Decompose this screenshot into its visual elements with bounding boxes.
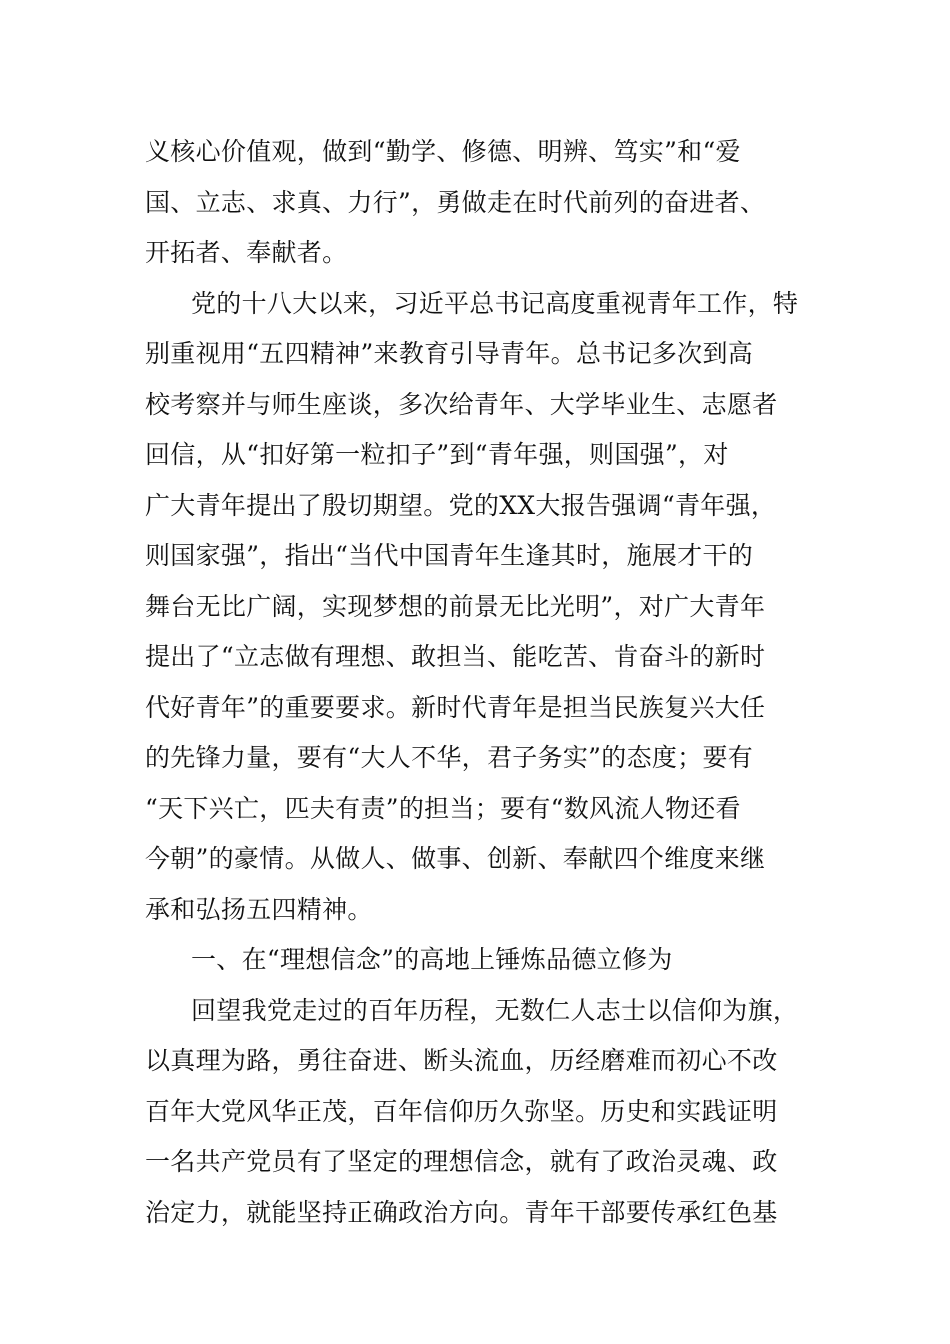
text-line: 回信，从“扣好第一粒扣子”到“青年强，则国强”，对 [145,440,729,469]
text-line: 以真理为路，勇往奋进、断头流血，历经磨难而初心不改 [145,1046,778,1075]
text-line: 提出了“立志做有理想、敢担当、能吃苦、肯奋斗的新时 [145,642,766,671]
text-line: 治定力，就能坚持正确政治方向。青年干部要传承红色基 [145,1197,778,1227]
text-line: 国、立志、求真、力行”，勇做走在时代前列的奋进者、 [145,187,766,217]
text-line: 一名共产党员有了坚定的理想信念，就有了政治灵魂、政 [145,1147,778,1176]
document-body [145,127,810,1238]
text-line: 一、在“理想信念”的高地上锤炼品德立修为 [191,945,673,974]
text-line: 的先锋力量，要有“大人不华，君子务实”的态度；要有 [145,743,754,772]
text-line: 承和弘扬五四精神。 [145,894,373,924]
text-line: 广大青年提出了殷切期望。党的XX大报告强调“青年强， [145,490,777,520]
text-line: 开拓者、奉献者。 [145,238,348,267]
text-line: 则国家强”，指出“当代中国青年生逢其时，施展才干的 [145,541,754,570]
text-line: 舞台无比广阔，实现梦想的前景无比光明”，对广大青年 [145,591,766,621]
text-line: 义核心价值观，做到“勤学、修德、明辨、笃实”和“爱 [145,137,741,166]
text-line: 回望我党走过的百年历程，无数仁人志士以信仰为旗， [191,995,799,1025]
text-line: “天下兴亡，匹夫有责”的担当；要有“数风流人物还看 [145,793,741,823]
text-line: 党的十八大以来，习近平总书记高度重视青年工作，特 [191,288,799,318]
text-line: 代好青年”的重要要求。新时代青年是担当民族复兴大任 [145,692,766,722]
text-line: 别重视用“五四精神”来教育引导青年。总书记多次到高 [145,339,754,368]
text-line: 校考察并与师生座谈，多次给青年、大学毕业生、志愿者 [145,389,778,419]
text-line: 百年大党风华正茂，百年信仰历久弥坚。历史和实践证明 [145,1096,778,1126]
text-line: 今朝”的豪情。从做人、做事、创新、奉献四个维度来继 [145,844,766,873]
